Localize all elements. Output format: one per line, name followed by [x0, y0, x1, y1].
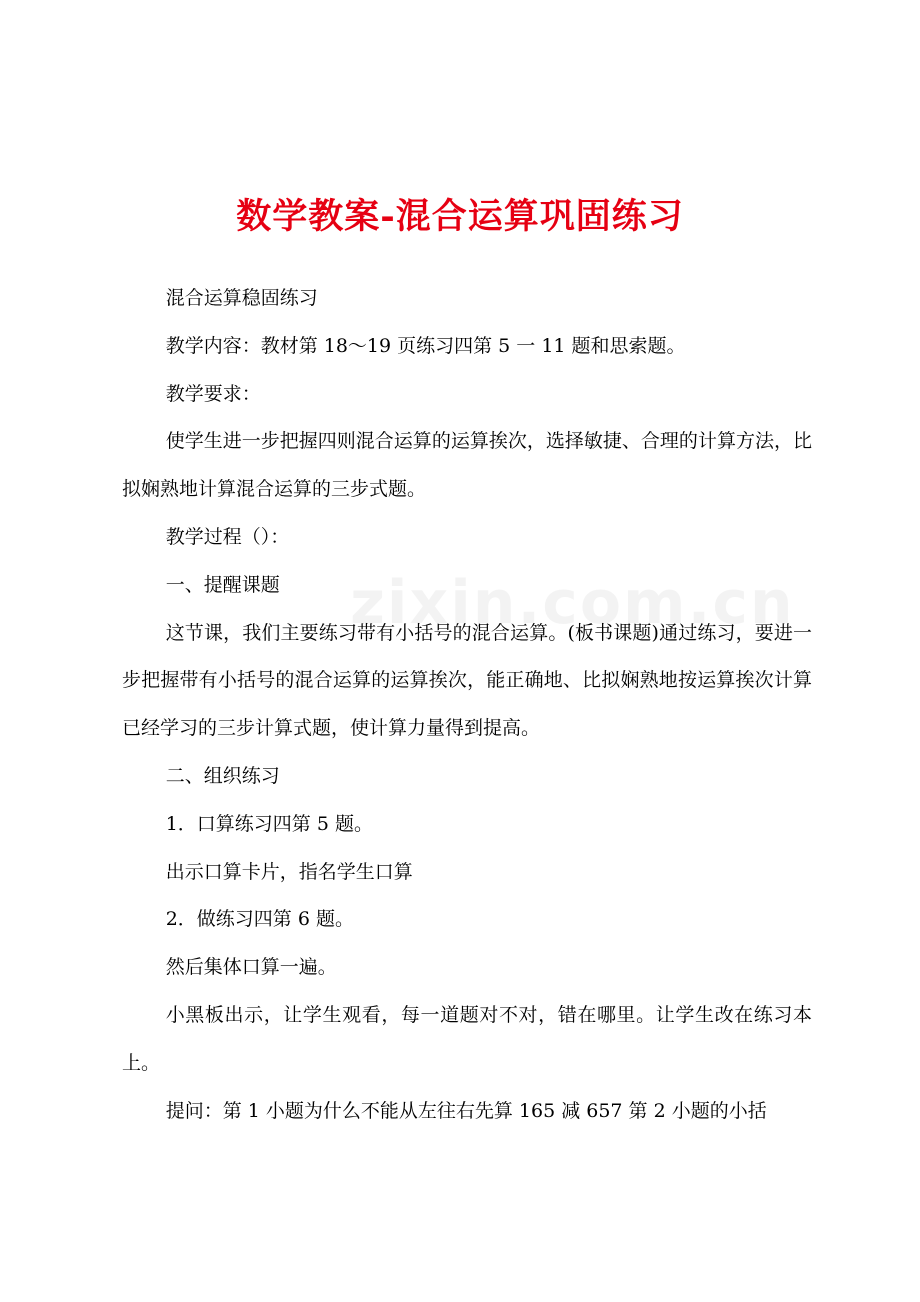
document-title: 数学教案-混合运算巩固练习	[236, 196, 684, 237]
paragraph: 教学内容：教材第 18～19 页练习四第 5 一 11 题和思索题。	[165, 334, 686, 357]
paragraph: 提问：第 1 小题为什么不能从左往右先算 165 减 657 第 2 小题的小括	[165, 1099, 767, 1122]
paragraph: 混合运算稳固练习	[165, 287, 318, 309]
paragraph: 小黑板出示，让学生观看，每一道题对不对，错在哪里。让学生改在练习本上。	[122, 1003, 812, 1074]
paragraph: 出示口算卡片，指名学生口算	[165, 860, 413, 883]
paragraph: 2．做练习四第 6 题。	[165, 908, 354, 931]
paragraph: 教学过程（）：	[165, 525, 290, 548]
paragraph: 二、组织练习	[165, 764, 280, 787]
paragraph: 一、提醒课题	[165, 573, 280, 596]
paragraph: 1．口算练习四第 5 题。	[165, 812, 373, 835]
document-body	[122, 275, 812, 1135]
paragraph: 使学生进一步把握四则混合运算的运算挨次，选择敏捷、合理的计算方法，比拟娴熟地计算混合运算的三步式题。	[122, 430, 812, 501]
paragraph: 这节课，我们主要练习带有小括号的混合运算。(板书课题)通过练习，要进一步把握带有小括号的混合运算的运算挨次，能正确地、比拟娴熟地按运算挨次计算已经学习的三步计算式题，使计算力量得到提高。	[122, 621, 812, 740]
paragraph: 教学要求：	[165, 382, 261, 405]
paragraph: 然后集体口算一遍。	[165, 956, 337, 979]
